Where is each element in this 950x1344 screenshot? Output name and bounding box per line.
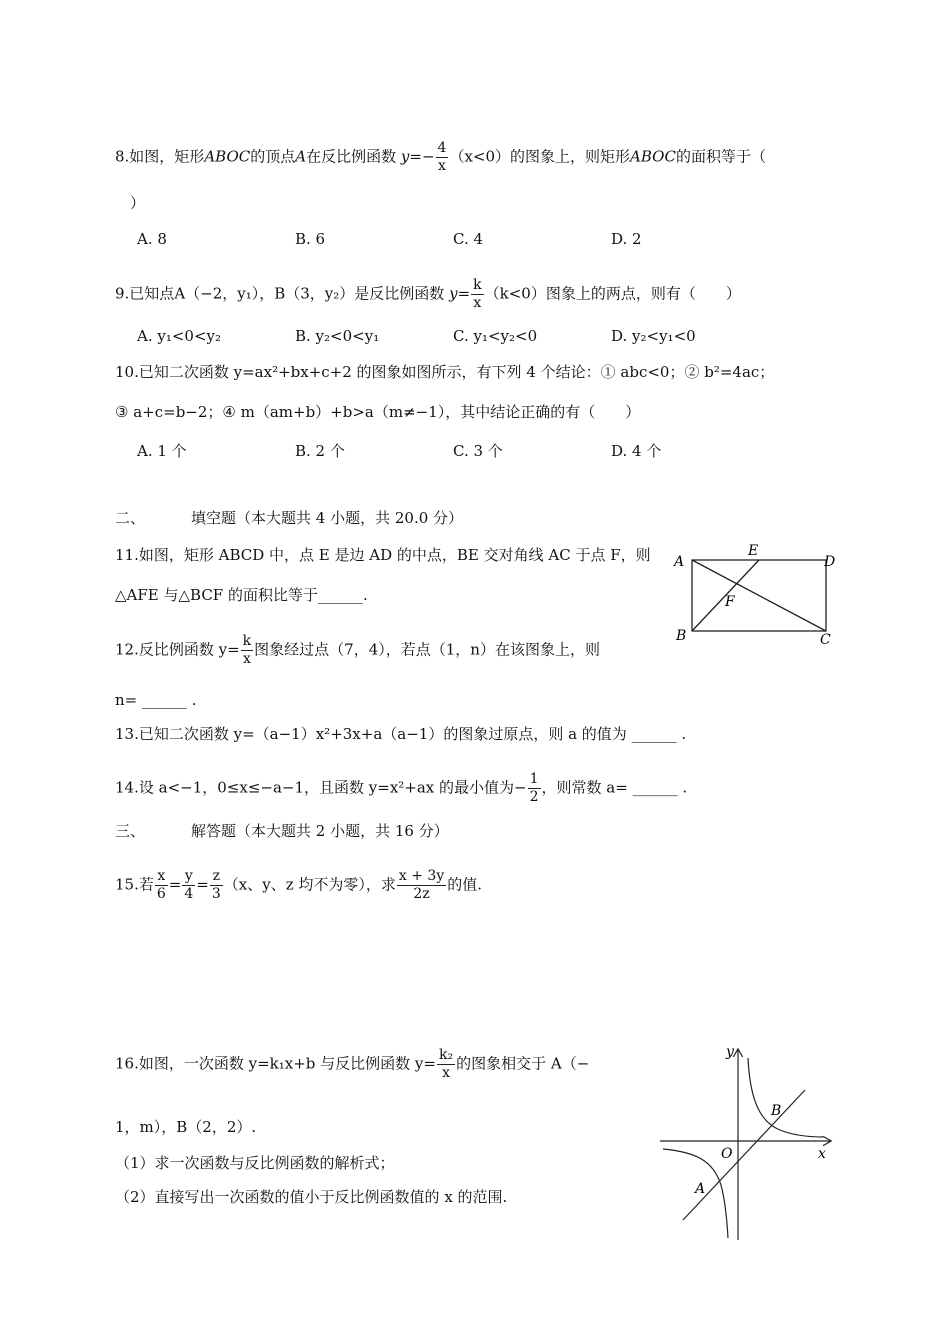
q16-frac-num: k₂	[438, 1047, 454, 1063]
q14-frac-num: 1	[529, 771, 539, 787]
q8-frac-num: 4	[437, 140, 447, 156]
label-a: A	[695, 1181, 706, 1197]
q9-frac-num: k	[473, 277, 482, 293]
q15-frac-target-num: x + 3y	[398, 868, 445, 884]
label-d: D	[824, 554, 836, 570]
q9-option-c: C. y₁<y₂<0	[453, 327, 538, 345]
q10-option-c: C. 3 个	[453, 442, 503, 460]
q8-frac-den: x	[436, 157, 449, 175]
section-2-title: 填空题（本大题共 4 小题，共 20.0 分）	[191, 509, 464, 527]
q16-text-post: 的图象相交于 A（−	[456, 1054, 590, 1073]
q12-text-pre: 12.反比例函数 y=	[115, 640, 240, 659]
q8-y: y=	[400, 147, 422, 166]
label-a: A	[674, 554, 685, 570]
q16-stem-line2: 1，m），B（2，2）.	[115, 1118, 257, 1136]
q16-stem	[115, 1047, 589, 1082]
q8-rect-name: ABOC	[204, 147, 251, 166]
label-e: E	[748, 543, 759, 559]
q16-subquestion-2: （2）直接写出一次函数的值小于反比例函数值的 x 的范围.	[115, 1188, 508, 1206]
q9-option-b: B. y₂<0<y₁	[295, 327, 380, 345]
q9-points: A（−2，y₁），B（3，y₂）是反比例函数	[174, 284, 445, 303]
q9-stem	[115, 277, 741, 312]
section-3-title: 解答题（本大题共 2 小题，共 16 分）	[191, 822, 449, 840]
q8-text-cond: （x<0）的图象上，则矩形	[449, 147, 631, 166]
q12-frac-num: k	[242, 633, 252, 649]
q16-subquestion-1: （1）求一次函数与反比例函数的解析式；	[115, 1154, 395, 1172]
label-f: F	[725, 594, 735, 610]
q15-frac-target-den: 2z	[397, 885, 446, 903]
q9-fraction	[471, 277, 483, 312]
q12-stem	[115, 633, 600, 668]
q8-point-a: A	[295, 147, 307, 166]
q8-text-d: 的面积等于（	[675, 147, 766, 166]
q15-stem: 15.若 $\frac{x}{6}$ = $\frac{y}{4}$ = $\frac{z}{3}$ （x、y、z 均不为零），求 $\frac{x + 3y}{2z}$ 的值.	[115, 868, 483, 902]
q12-fraction	[241, 633, 253, 668]
q14-fraction	[528, 771, 541, 806]
q9-text-pre: 9.已知点	[115, 284, 175, 303]
q12-text-post: 图象经过点（7，4），若点（1，n）在该图象上，则	[254, 640, 600, 659]
q10-stem-line1: 10.已知二次函数 y=ax²+bx+c+2 的图象如图所示，有下列 4 个结论：① abc<0；② b²=4ac；	[115, 363, 775, 381]
q8-fraction	[436, 140, 449, 175]
q8-text-c: 在反比例函数	[306, 147, 397, 166]
q16-fraction	[437, 1047, 455, 1082]
section-2-number: 二、	[115, 509, 146, 527]
q11-stem-line2: △AFE 与△BCF 的面积比等于______.	[115, 586, 368, 604]
linear-function-line	[683, 1090, 805, 1220]
q12-frac-den: x	[241, 650, 253, 668]
label-x: x	[818, 1146, 826, 1162]
q9-option-a: A. y₁<0<y₂	[137, 327, 222, 345]
diagonal-ac	[692, 560, 826, 631]
q10-option-d: D. 4 个	[611, 442, 662, 460]
q10-stem-line2: ③ a+c=b−2；④ m（am+b）+b>a（m≠−1），其中结论正确的有（ ）	[115, 403, 641, 421]
q9-frac-den: x	[471, 294, 483, 312]
q15-text-mid: （x、y、z 均不为零），求	[223, 875, 396, 894]
q16-text-pre: 16.如图，一次函数 y=k₁x+b 与反比例函数 y=	[115, 1054, 436, 1073]
q10-option-b: B. 2 个	[295, 442, 345, 460]
q15-frac-z	[210, 868, 223, 903]
q8-option-a: A. 8	[137, 230, 167, 248]
q14-text-post: ，则常数 a= ______ .	[541, 778, 688, 797]
q8-minus: −	[421, 147, 435, 166]
q15-text-post: 的值.	[447, 875, 483, 894]
q8-option-b: B. 6	[295, 230, 326, 248]
q8-rect-name-2: ABOC	[630, 147, 676, 166]
q8-stem	[115, 140, 766, 175]
label-y: y	[726, 1044, 734, 1060]
section-3-number: 三、	[115, 822, 146, 840]
q14-frac-den: 2	[529, 789, 539, 805]
section-3-heading	[115, 821, 449, 841]
q11-stem-line1: 11.如图，矩形 ABCD 中，点 E 是边 AD 的中点，BE 交对角线 AC 于点 F，则	[115, 546, 651, 564]
q15-frac-x-num: x	[157, 868, 166, 884]
q15-frac-x	[155, 868, 168, 903]
q15-frac-x-den: 6	[156, 886, 166, 902]
hyperbola-branch-1	[748, 1058, 823, 1137]
q9-y: y=	[449, 284, 471, 303]
q15-frac-z-num: z	[212, 868, 221, 884]
q11-rectangle-figure	[668, 540, 843, 650]
q14-text-pre: 14.设 a<−1，0≤x≤−a−1，且函数 y=x²+ax 的最小值为−	[115, 778, 527, 797]
q14-stem	[115, 771, 687, 806]
q10-option-a: A. 1 个	[137, 442, 187, 460]
q15-frac-y	[182, 868, 195, 903]
q12-answer-line: n= ______ .	[115, 691, 197, 709]
label-c: C	[820, 632, 831, 648]
q15-frac-y-num: y	[184, 868, 193, 884]
q8-paren-close: ）	[130, 194, 146, 212]
q16-frac-den: x	[437, 1064, 455, 1082]
q13-stem: 13.已知二次函数 y=（a−1）x²+3x+a（a−1）的图象过原点，则 a 的值为 ______ .	[115, 725, 687, 743]
q9-text-post: （k<0）图象上的两点，则有（ ）	[484, 284, 741, 303]
label-b: B	[771, 1103, 782, 1119]
q8-text-a: 8.如图，矩形	[115, 147, 205, 166]
label-o: O	[721, 1146, 733, 1162]
section-2-heading	[115, 508, 463, 528]
q16-graph-figure	[655, 1040, 845, 1245]
q15-frac-z-den: 3	[211, 886, 221, 902]
q8-text-b: 的顶点	[250, 147, 296, 166]
q8-option-c: C. 4	[453, 230, 484, 248]
q9-option-d: D. y₂<y₁<0	[611, 327, 696, 345]
q15-text-pre: 15.若	[115, 875, 154, 894]
q8-option-d: D. 2	[611, 230, 642, 248]
q15-frac-target	[397, 868, 446, 903]
label-b: B	[676, 628, 687, 644]
q15-frac-y-den: 4	[184, 886, 194, 902]
